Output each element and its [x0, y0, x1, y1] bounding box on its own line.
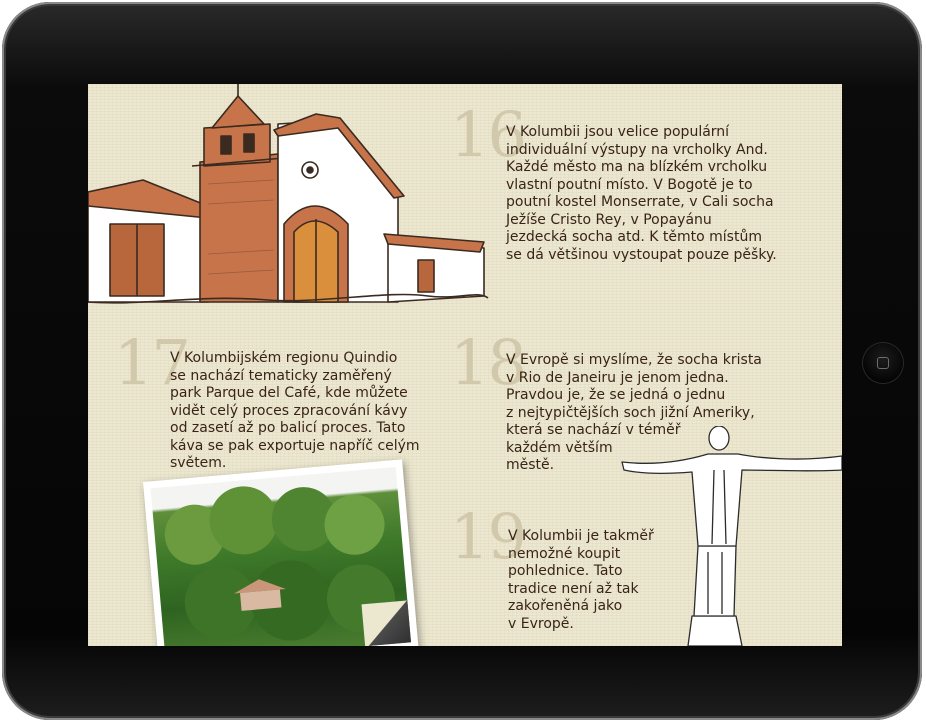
screen	[88, 84, 842, 646]
fact-16-text: V Kolumbii jsou velice populární individuální výstupy na vrcholky And. Každé město ma na blízkém vrcholku vlastní poutní místo. V Bogotě je to poutní kostel Monserrate, v Cali socha Ježíše Cristo Rey, v Popayánu jezdecká socha atd. K těmto místům se dá většinou vystoupat pouze pěšky.	[506, 124, 777, 263]
fact-17-number: 17	[114, 326, 189, 399]
fact-18-number: 18	[450, 326, 525, 399]
fact-18-text: V Evropě si myslíme, že socha krista v Rio de Janeiru je jenom jedna. Pravdou je, že se jedná o jednu z nejtypičtějších soch jižní Ameriky, která se nachází v téměř každém větším městě.	[506, 352, 762, 473]
fact-17-text: V Kolumbijském regionu Quindio se nachází tematicky zaměřený park Parque del Café, kde můžete vidět celý proces zpracování kávy od zasetí až po balicí proces. Tato káva se pak exportuje napříč celým světem.	[170, 350, 420, 471]
home-square-icon	[877, 357, 889, 369]
park-photo	[143, 459, 419, 646]
home-button[interactable]	[863, 343, 903, 383]
fact-16-number: 16	[450, 98, 525, 171]
fact-19-text: V Kolumbii je takměř nemožné koupit pohlednice. Tato tradice není až tak zakořeněná jako v Evropě.	[508, 528, 654, 632]
park-photo-image	[151, 467, 411, 646]
fact-19-number: 19	[450, 500, 525, 573]
church-drawing	[88, 84, 508, 314]
ipad-frame	[2, 2, 922, 720]
page-curl-icon[interactable]	[362, 600, 411, 646]
